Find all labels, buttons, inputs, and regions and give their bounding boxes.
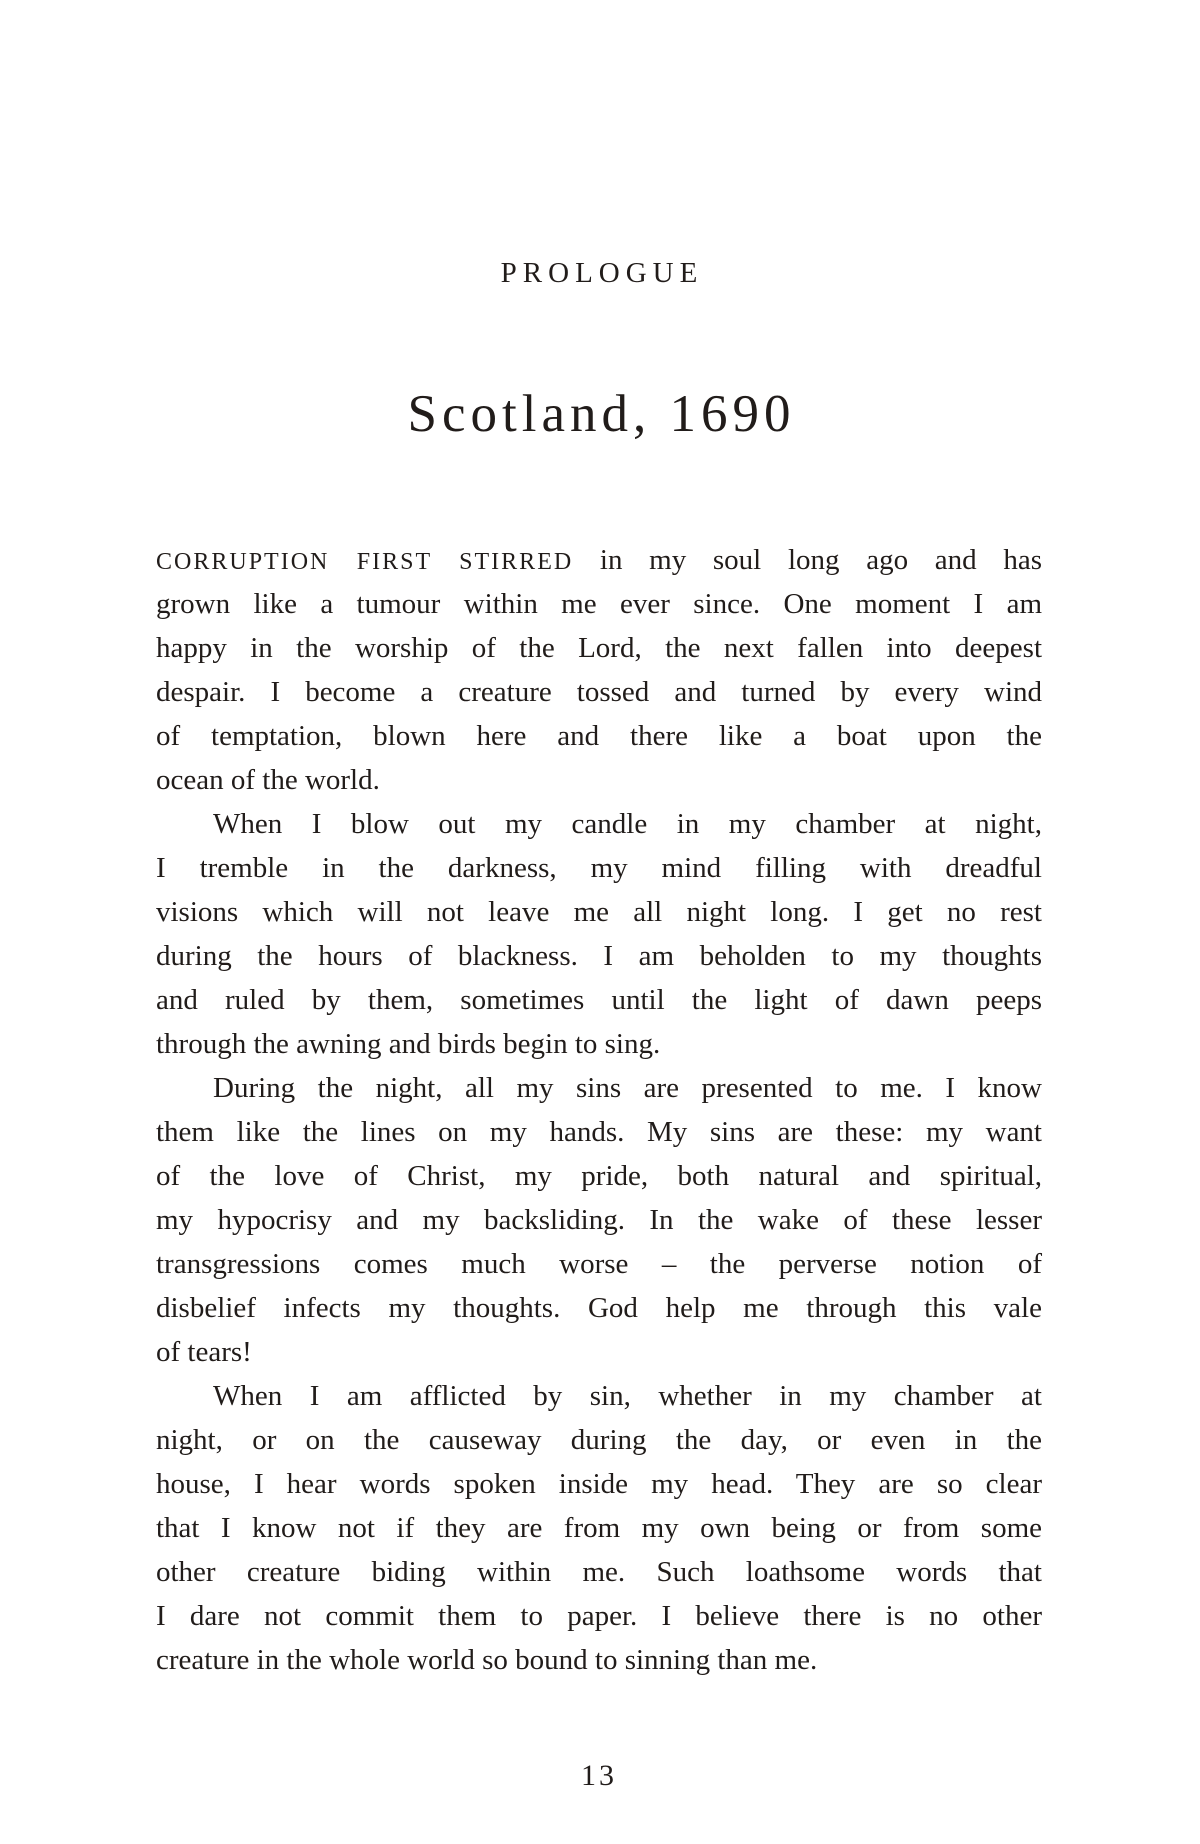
body-line: of temptation, blown here and there like a boat upon the [156, 720, 1042, 752]
body-line: creature in the whole world so bound to sinning than me. [156, 1644, 818, 1676]
body-line: and ruled by them, sometimes until the light of dawn peeps [156, 984, 1042, 1016]
body-line: ocean of the world. [156, 764, 380, 796]
body-line: I tremble in the darkness, my mind filling with dreadful [156, 852, 1042, 884]
body-line: during the hours of blackness. I am beholden to my thoughts [156, 940, 1042, 972]
body-line: I dare not commit them to paper. I believe there is no other [156, 1600, 1042, 1632]
body-line: of the love of Christ, my pride, both natural and spiritual, [156, 1160, 1042, 1192]
body-line: CORRUPTION FIRST STIRRED in my soul long ago and has [156, 544, 1042, 576]
body-line: When I blow out my candle in my chamber at night, [213, 808, 1042, 840]
body-line: visions which will not leave me all night long. I get no rest [156, 896, 1042, 928]
body-line: happy in the worship of the Lord, the next fallen into deepest [156, 632, 1042, 664]
body-line: of tears! [156, 1336, 252, 1368]
body-line: When I am afflicted by sin, whether in my chamber at [213, 1380, 1042, 1412]
body-line: night, or on the causeway during the day, or even in the [156, 1424, 1042, 1456]
body-line: them like the lines on my hands. My sins are these: my want [156, 1116, 1042, 1148]
body-line: disbelief infects my thoughts. God help me through this vale [156, 1292, 1042, 1324]
page-number: 13 [581, 1759, 617, 1792]
body-line: grown like a tumour within me ever since. One moment I am [156, 588, 1042, 620]
body-line: other creature biding within me. Such loathsome words that [156, 1556, 1042, 1588]
body-line: my hypocrisy and my backsliding. In the wake of these lesser [156, 1204, 1042, 1236]
body-line: despair. I become a creature tossed and turned by every wind [156, 676, 1042, 708]
body-text [156, 538, 1042, 1682]
body-line: house, I hear words spoken inside my head. They are so clear [156, 1468, 1042, 1500]
chapter-title: Scotland, 1690 [407, 385, 796, 443]
body-line: that I know not if they are from my own being or from some [156, 1512, 1042, 1544]
smallcaps-lead: CORRUPTION FIRST STIRRED [156, 549, 574, 575]
body-line: During the night, all my sins are presented to me. I know [213, 1072, 1042, 1104]
prologue-heading: PROLOGUE [500, 257, 704, 289]
body-line: through the awning and birds begin to sing. [156, 1028, 661, 1060]
body-line: transgressions comes much worse – the perverse notion of [156, 1248, 1042, 1280]
